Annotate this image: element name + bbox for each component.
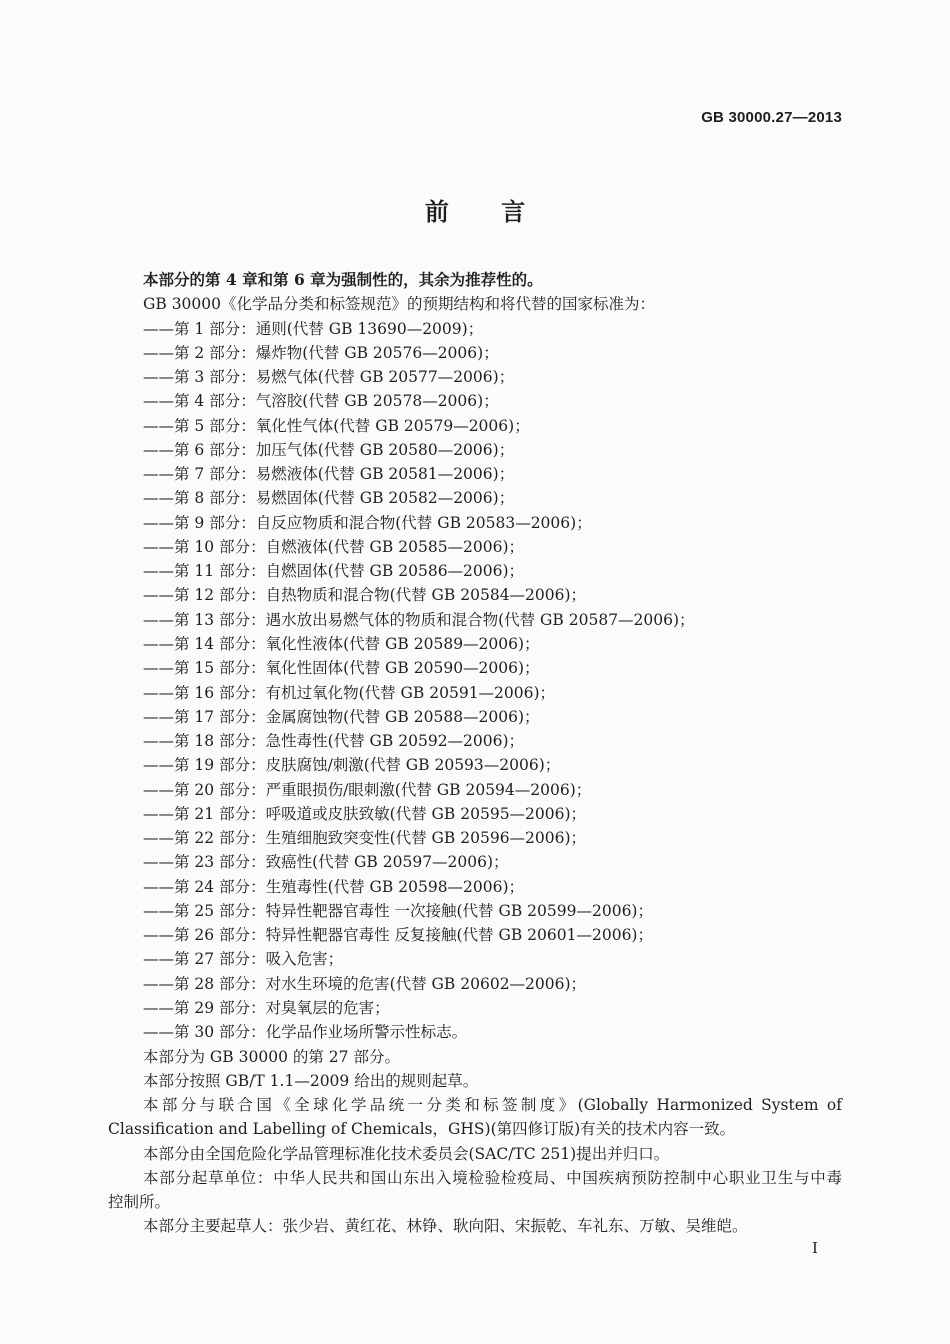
part-list-item-20: ——第 20 部分：严重眼损伤/眼刺激(代替 GB 20594—2006)；: [143, 780, 592, 799]
part-list-item-19: ——第 19 部分：皮肤腐蚀/刺激(代替 GB 20593—2006)；: [143, 756, 561, 775]
part-list-item-1: ——第 1 部分：通则(代替 GB 13690—2009)；: [143, 319, 484, 338]
part-list-item-2: ——第 2 部分：爆炸物(代替 GB 20576—2006)；: [143, 343, 499, 362]
part-list-item-18: ——第 18 部分：急性毒性(代替 GB 20592—2006)；: [143, 732, 525, 751]
part-of-statement: 本部分为 GB 30000 的第 27 部分。: [143, 1047, 400, 1066]
mandatory-note: 本部分的第 4 章和第 6 章为强制性的，其余为推荐性的。: [143, 270, 543, 289]
drafting-units-statement: [108, 1166, 842, 1215]
drafting-units-line-2: 控制所。: [108, 1193, 171, 1212]
part-list-item-23: ——第 23 部分：致癌性(代替 GB 20597—2006)；: [143, 853, 509, 872]
part-list-item-22: ——第 22 部分：生殖细胞致突变性(代替 GB 20596—2006)；: [143, 829, 587, 848]
part-list-item-24: ——第 24 部分：生殖毒性(代替 GB 20598—2006)；: [143, 877, 525, 896]
part-list-item-9: ——第 9 部分：自反应物质和混合物(代替 GB 20583—2006)；: [143, 513, 592, 532]
part-list-item-21: ——第 21 部分：呼吸道或皮肤致敏(代替 GB 20595—2006)；: [143, 804, 587, 823]
part-list-item-8: ——第 8 部分：易燃固体(代替 GB 20582—2006)；: [143, 489, 515, 508]
part-list-item-15: ——第 15 部分：氧化性固体(代替 GB 20590—2006)；: [143, 659, 540, 678]
proposed-by-statement: 本部分由全国危险化学品管理标准化技术委员会(SAC/TC 251)提出并归口。: [143, 1144, 670, 1163]
part-list-item-11: ——第 11 部分：自燃固体(代替 GB 20586—2006)；: [143, 562, 525, 581]
part-list-item-17: ——第 17 部分：金属腐蚀物(代替 GB 20588—2006)；: [143, 707, 540, 726]
consistency-statement-line-1: 本部分与联合国《全球化学品统一分类和标签制度》(Globally Harmonized System of: [143, 1096, 842, 1115]
drafters-statement: 本部分主要起草人：张少岩、黄红花、林铮、耿向阳、宋振乾、车礼东、万敏、吴维皑。: [143, 1217, 748, 1236]
drafting-units-line-1: 本部分起草单位：中华人民共和国山东出入境检验检疫局、中国疾病预防控制中心职业卫生与中毒: [143, 1168, 842, 1187]
part-list-item-26: ——第 26 部分：特异性靶器官毒性 反复接触(代替 GB 20601—2006)；: [143, 926, 653, 945]
part-list-item-10: ——第 10 部分：自燃液体(代替 GB 20585—2006)；: [143, 537, 525, 556]
part-list-item-3: ——第 3 部分：易燃气体(代替 GB 20577—2006)；: [143, 368, 515, 387]
page-number: I: [812, 1239, 818, 1257]
part-list-item-7: ——第 7 部分：易燃液体(代替 GB 20581—2006)；: [143, 465, 515, 484]
part-list-item-28: ——第 28 部分：对水生环境的危害(代替 GB 20602—2006)；: [143, 974, 587, 993]
parts-list: [108, 317, 842, 1045]
part-list-item-30: ——第 30 部分：化学品作业场所警示性标志。: [143, 1023, 468, 1042]
part-list-item-27: ——第 27 部分：吸入危害；: [143, 950, 344, 969]
consistency-statement: [108, 1093, 842, 1142]
part-list-item-13: ——第 13 部分：遇水放出易燃气体的物质和混合物(代替 GB 20587—2006)；: [143, 610, 695, 629]
standard-code: GB 30000.27—2013: [701, 109, 842, 126]
foreword-body: [108, 268, 842, 1239]
page-title: 前 言: [424, 198, 526, 226]
part-list-item-6: ——第 6 部分：加压气体(代替 GB 20580—2006)；: [143, 440, 515, 459]
part-list-item-12: ——第 12 部分：自热物质和混合物(代替 GB 20584—2006)；: [143, 586, 587, 605]
part-list-item-4: ——第 4 部分：气溶胶(代替 GB 20578—2006)；: [143, 392, 499, 411]
part-list-item-25: ——第 25 部分：特异性靶器官毒性 一次接触(代替 GB 20599—2006)；: [143, 901, 653, 920]
part-list-item-5: ——第 5 部分：氧化性气体(代替 GB 20579—2006)；: [143, 416, 530, 435]
structure-note: GB 30000《化学品分类和标签规范》的预期结构和将代替的国家标准为：: [143, 295, 656, 314]
part-list-item-14: ——第 14 部分：氧化性液体(代替 GB 20589—2006)；: [143, 634, 540, 653]
part-list-item-29: ——第 29 部分：对臭氧层的危害；: [143, 998, 390, 1017]
consistency-statement-line-2: Classification and Labelling of Chemicals，GHS)(第四修订版)有关的技术内容一致。: [108, 1120, 736, 1139]
drafting-rules-statement: 本部分按照 GB/T 1.1—2009 给出的规则起草。: [143, 1071, 479, 1090]
part-list-item-16: ——第 16 部分：有机过氧化物(代替 GB 20591—2006)；: [143, 683, 556, 702]
